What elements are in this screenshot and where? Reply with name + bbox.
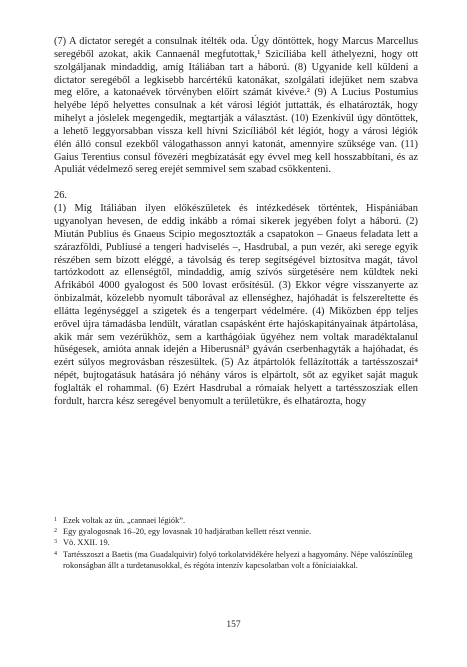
footnote-text: Vö. XXII. 19.	[63, 538, 110, 548]
footnote-text: Ezek voltak az ún. „cannaei légiók”.	[63, 516, 186, 525]
footnote-text: Egy gyalogosnak 16–20, egy lovasnak 10 hadjáratban kellett részt vennie.	[63, 527, 312, 537]
footnote-marker: 2	[54, 528, 57, 535]
chapter-26-number: 26.	[54, 190, 67, 202]
chapter-26-paragraph: (1) Míg Itáliában ilyen előkészületek és intézkedések történtek, Hispániában ugyanolyan hevesen, de eddig inkább a római sikerek jegyében folyt a háború. (2) Miután Publius és Gnaeus Scipio megosztozták a csapatokon – Gnaeus feladata lett a szárazföldi, Publiusé a tengeri hadviselés –, Hasdrubal, a pun vezér, aki serege egyik részében sem bízott eléggé, a távolság és terep segítségével biztosítva magát, távol tartózkodott az ellenségtől, mindaddig, amíg szívós sürgetésére nem küldtek neki Afrikából 4000 gyalogost és 500 lovast erősítésül. (3) Ekkor végre visszanyerte az önbizalmát, közelebb nyomult táborával az ellenséghez, hajóhadát is felszereltette és ellátta legénységgel a szigetek és a tengerpart védelmére. (4) Miközben épp teljes erővel újra támadásba lendült, váratlan csapásként érte hajóskapitányainak átpártolása, akik már sem vezérükhöz, sem a karthágóiak ügyéhez nem voltak maradéktalanul hűségesek, amióta annak idején a Hiberusnál³ gyáván cserbenhagyták a hajóhadat, és ezért súlyos megrovásban részesültek. (5) Az átpártolók fellázították a tartésszoszai⁴ népét, bujtogatásuk hatására jó néhány város is elpártolt, sőt az egyiket saját maguk foglalták el rohammal. (6) Ezért Hasdrubal a rómaiak helyett a tartésszosziak ellen fordult, harcra kész seregével benyomult a területükre, és elhatározta, hogy	[54, 203, 418, 407]
footnote-2	[54, 526, 418, 537]
paragraph-spacer	[54, 177, 418, 190]
footnote-4	[54, 549, 418, 571]
footnote-3	[54, 537, 418, 548]
footnote-1	[54, 515, 418, 526]
page-number: 157	[226, 620, 241, 630]
chapter-25-paragraph: (7) A dictator seregét a consulnak ítélték oda. Úgy döntöttek, hogy Marcus Marcellus seregéből azokat, akik Cannaenál megfutottak,¹ Szicíliába kell áthelyezni, hogy ott szolgáljanak mindaddig, amíg Itáliában tart a háború. (8) Ugyanide kell küldeni a dictator seregéből a legkisebb harcértékű katonákat, szolgálati idejüket nem szabva meg előre, a katonaévek törvényben előírt számát kivéve.² (9) A Lucius Postumius helyébe lépő helyettes consulnak a két városi légiót juttatták, és elhatározták, hogy mihelyt a jóslelek megengedik, megtartják a választást. (10) Ezenkívül úgy döntöttek, a lehető leggyorsabban vissza kell hívni Szicíliából két légiót, hogy a városi légiók élén álló consul ezekből válogathasson annyi katonát, amennyire szüksége van. (11) Gaius Terentius consul fővezéri megbízatását egy évvel meg kell hosszabbítani, és az Apuliát védelmező sereg erejét semmivel sem szabad csökkenteni.	[54, 36, 418, 176]
footnote-marker: 4	[54, 550, 57, 557]
main-text-block	[54, 36, 418, 409]
footnote-text: Tartésszoszt a Baetis (ma Guadalquivir) folyó torkolatvidékére helyezi a hagyomány. Népe valószínűleg rokonságban állt a turdetanusokkal, és régóta intenzív kapcsolatban volt a föníciaiakkal.	[63, 549, 413, 570]
footnotes	[54, 515, 418, 571]
footnote-marker: 3	[54, 539, 57, 546]
footnote-marker: 1	[54, 517, 57, 523]
